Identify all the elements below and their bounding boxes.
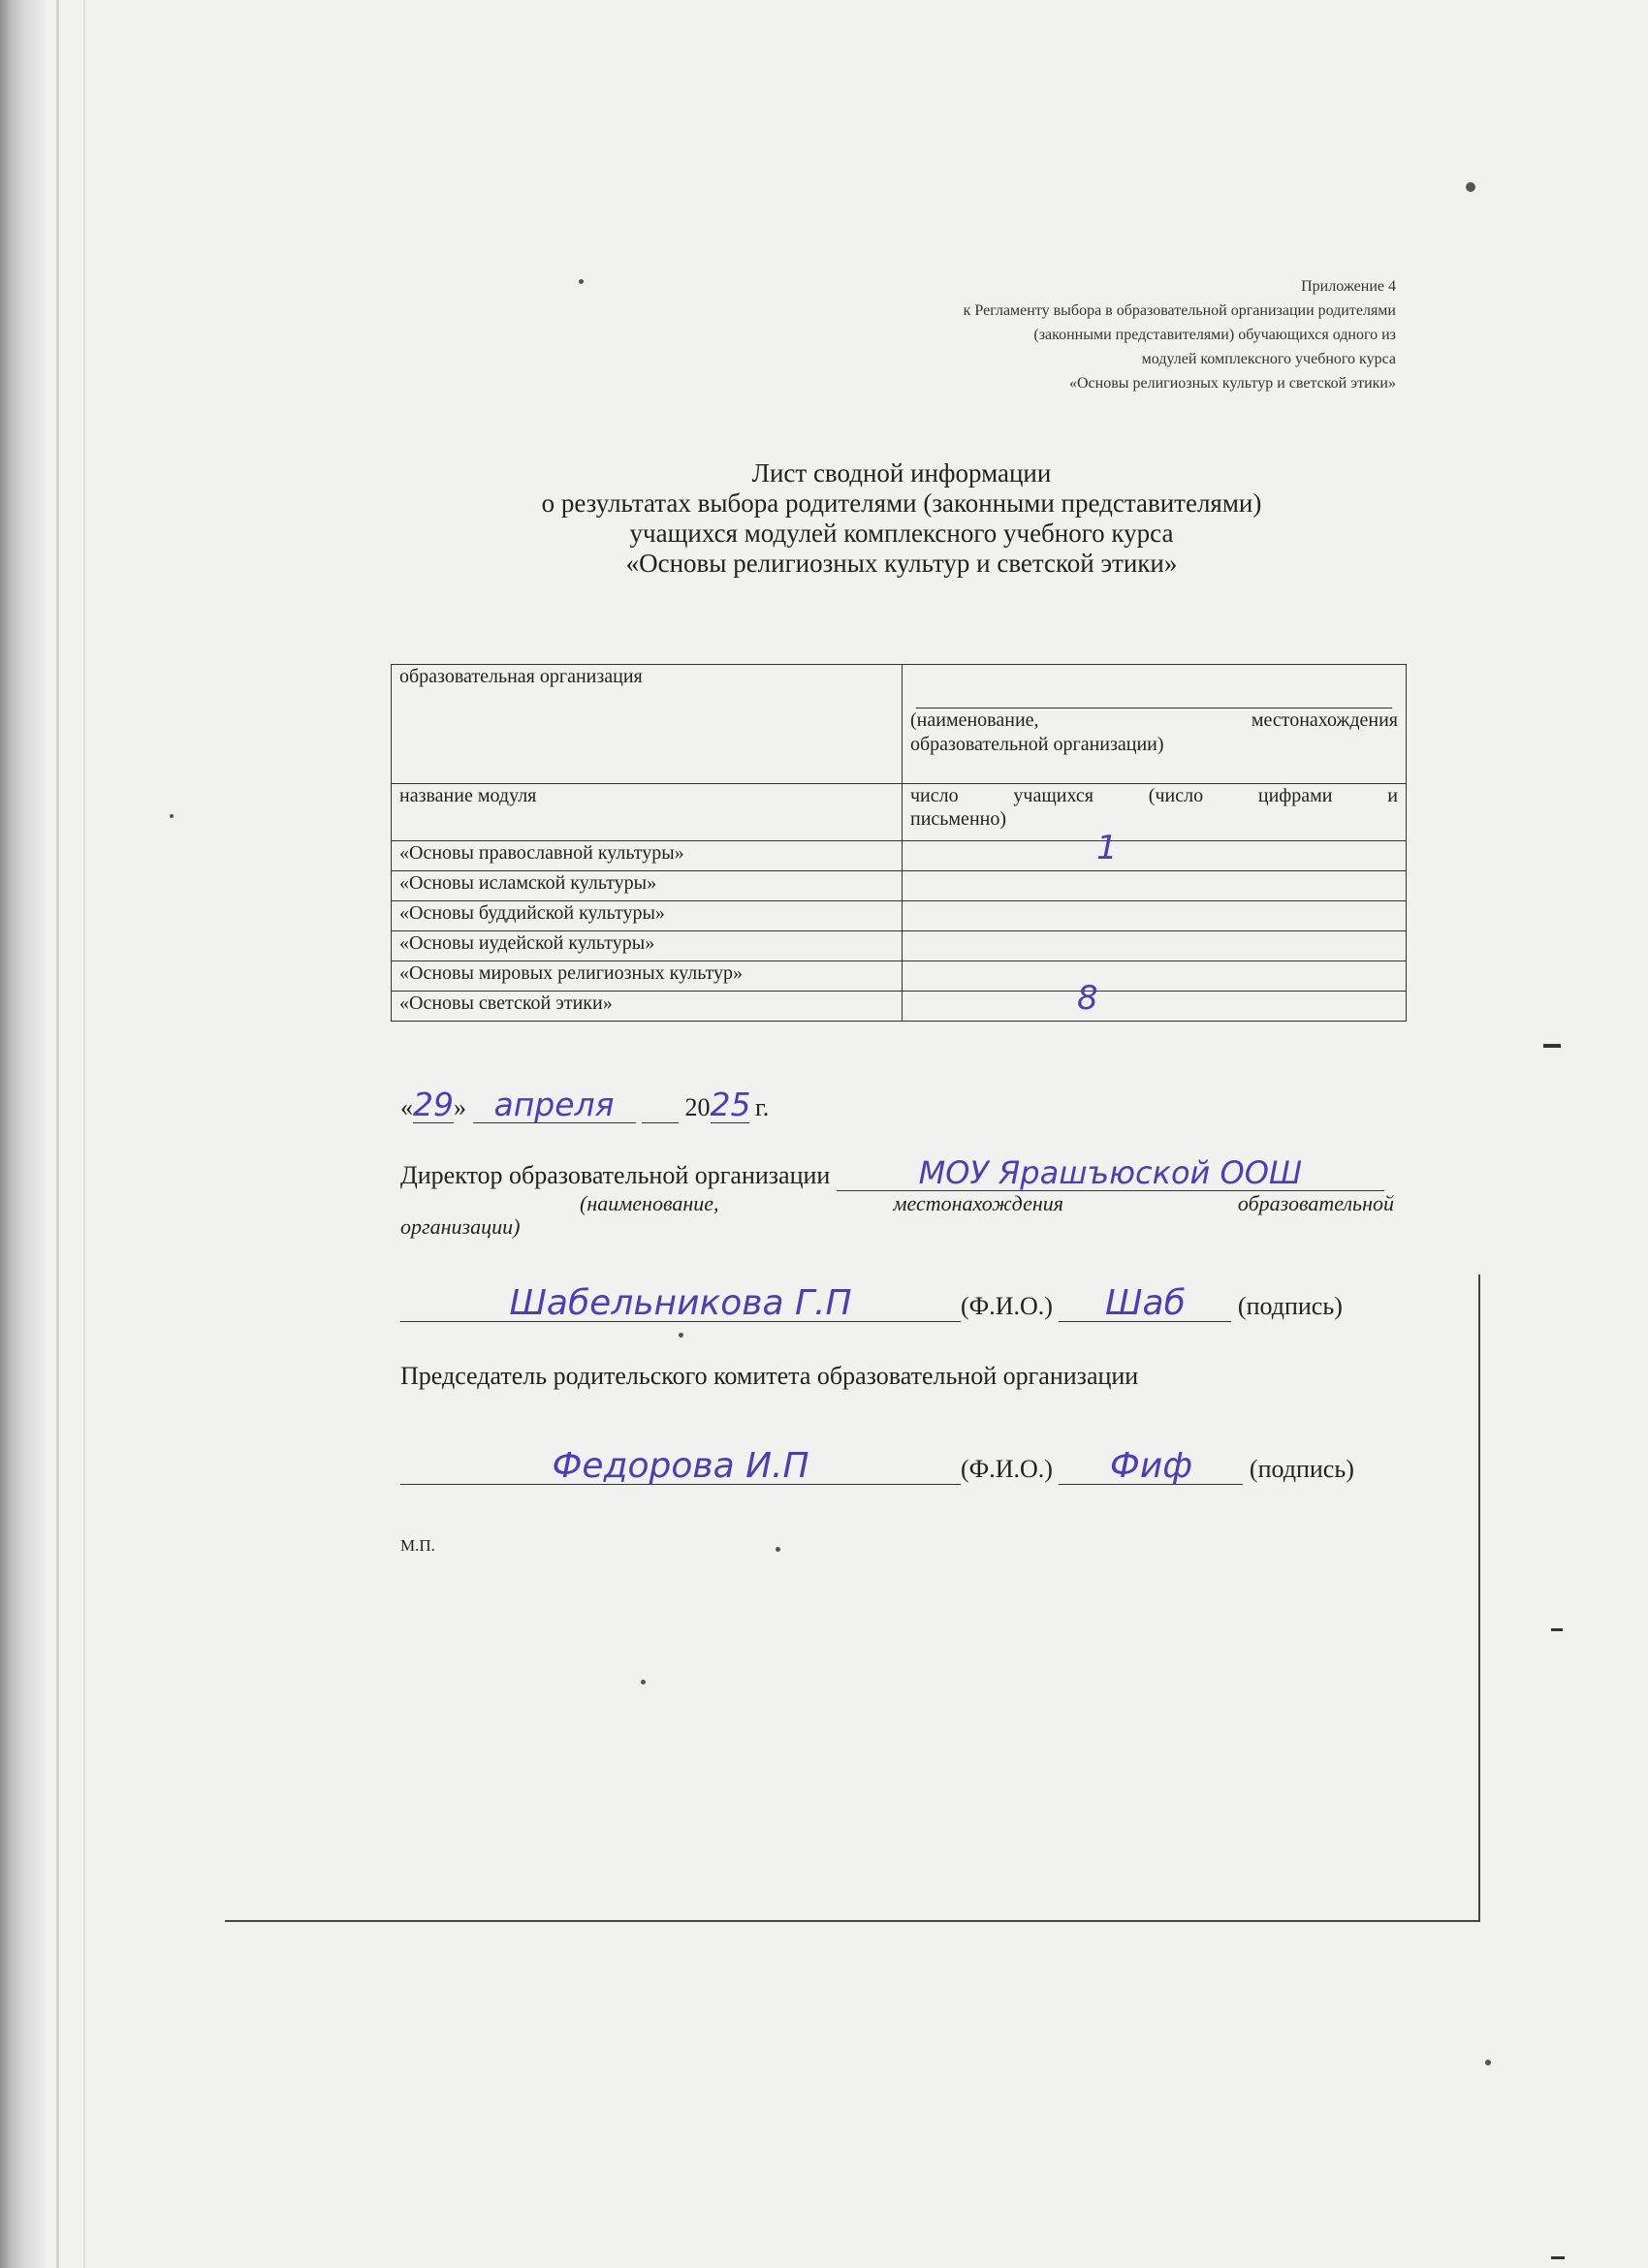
scan-frame-bottom (225, 1920, 1480, 1922)
director-org-caption: (наименование, местонахождения образовательной (580, 1191, 1394, 1215)
module-choice-table (391, 664, 1407, 1022)
chair-fio-label: (Ф.И.О.) (961, 1455, 1053, 1483)
scan-edge-shadow (0, 0, 45, 2268)
chair-fio-handwritten: Федорова И.П (552, 1446, 809, 1486)
appendix-line: (законными представителями) обучающихся одного из (1033, 327, 1396, 343)
table-row (392, 961, 1407, 992)
date-line (400, 1086, 770, 1123)
org-caption-line: (наименование, местонахождения (910, 709, 1398, 731)
module-count-cell (903, 979, 1407, 1022)
date-year-field (710, 1086, 751, 1123)
title-line: Лист сводной информации (751, 458, 1052, 488)
module-name: «Основы мировых религиозных культур» (392, 961, 903, 992)
appendix-line: к Регламенту выбора в образовательной организации родителями (963, 302, 1396, 319)
scan-artifact-dot (579, 279, 584, 284)
col2-header (903, 784, 1407, 841)
module-count-cell (903, 901, 1407, 931)
chair-signature-line (400, 1446, 1399, 1486)
module-name: «Основы православной культуры» (392, 841, 903, 871)
date-day-field (413, 1086, 454, 1123)
scan-artifact-mark (1551, 2256, 1565, 2259)
date-open-quote: « (400, 1093, 413, 1121)
module-name: «Основы светской этики» (392, 992, 903, 1022)
table-row (392, 992, 1407, 1022)
col2-header-line-2: письменно) (910, 808, 1007, 830)
scan-artifact-dot (1485, 2060, 1491, 2065)
title-line: учащихся модулей комплексного учебного курса (629, 519, 1174, 548)
org-caption (910, 709, 1398, 757)
date-close-quote: » (454, 1093, 466, 1121)
scan-artifact-dot (1466, 182, 1475, 192)
date-gap-line (642, 1093, 679, 1123)
appendix-line: «Основы религиозных культур и светской этики» (1068, 375, 1396, 392)
director-signature-label: (подпись) (1237, 1292, 1343, 1320)
date-month-field (473, 1086, 636, 1123)
director-org-field (837, 1154, 1384, 1191)
scan-edge-line-2 (83, 0, 85, 2268)
document-title (388, 458, 1415, 579)
director-fio-field (400, 1283, 961, 1323)
scan-artifact-dot (776, 1547, 780, 1552)
table-header-row (392, 784, 1407, 841)
director-line (400, 1154, 1394, 1191)
title-line: о результатах выбора родителями (законными представителями) (541, 488, 1262, 518)
title-line: «Основы религиозных культур и светской этики» (625, 549, 1178, 578)
director-signature-field (1059, 1283, 1231, 1323)
col1-header: название модуля (392, 784, 903, 841)
scan-frame-right (1478, 1275, 1480, 1922)
date-year-prefix: 20 (684, 1093, 711, 1121)
director-signature-handwritten: Шаб (1105, 1283, 1186, 1323)
org-label: образовательная организация (399, 666, 643, 687)
stamp-place-label: М.П. (400, 1536, 435, 1555)
appendix-header (737, 274, 1396, 395)
date-year-unit: г. (755, 1093, 770, 1121)
appendix-line: Приложение 4 (1301, 278, 1396, 295)
scan-artifact-dot (170, 814, 174, 818)
chair-label: Председатель родительского комитета образовательной организации (400, 1362, 1139, 1390)
scan-artifact-dot (641, 1680, 646, 1685)
module-count-handwritten: 1 (1096, 829, 1118, 867)
table-row (392, 871, 1407, 901)
module-count-cell (903, 961, 1407, 992)
module-name: «Основы буддийской культуры» (392, 901, 903, 931)
chair-signature-label: (подпись) (1249, 1455, 1354, 1483)
date-year-handwritten: 25 (710, 1086, 751, 1123)
scan-edge-line (56, 0, 59, 2268)
scan-artifact-mark (1551, 1628, 1563, 1631)
director-org-caption-2: организации) (400, 1214, 521, 1239)
org-value-cell (903, 665, 1407, 784)
module-name: «Основы исламской культуры» (392, 871, 903, 901)
module-count-handwritten: 8 (1077, 979, 1098, 1018)
org-row (392, 665, 1407, 784)
module-name: «Основы иудейской культуры» (392, 931, 903, 961)
director-block (400, 1154, 1394, 1239)
director-signature-line (400, 1283, 1399, 1323)
module-count-cell (903, 829, 1407, 871)
org-caption-line-2: образовательной организации) (910, 734, 1164, 755)
col2-header-line: число учащихся (число цифрами и (910, 785, 1398, 806)
director-org-handwritten: МОУ Ярашъюской ООШ (918, 1154, 1303, 1191)
org-label-cell (392, 665, 903, 784)
table-row (392, 931, 1407, 961)
director-fio-label: (Ф.И.О.) (961, 1292, 1053, 1320)
date-month-handwritten: апреля (493, 1086, 615, 1123)
director-label: Директор образовательной организации (400, 1161, 831, 1189)
table-row (392, 841, 1407, 871)
module-count-cell (903, 871, 1407, 901)
date-day-handwritten: 29 (413, 1086, 454, 1123)
appendix-line: модулей комплексного учебного курса (1141, 351, 1396, 367)
chair-fio-field (400, 1446, 961, 1486)
chair-signature-field (1059, 1446, 1243, 1486)
scan-artifact-dot (679, 1333, 683, 1338)
table-row (392, 901, 1407, 931)
director-fio-handwritten: Шабельникова Г.П (509, 1283, 852, 1323)
module-count-cell (903, 931, 1407, 961)
chair-signature-handwritten: Фиф (1109, 1446, 1192, 1486)
scan-artifact-mark (1543, 1044, 1561, 1048)
